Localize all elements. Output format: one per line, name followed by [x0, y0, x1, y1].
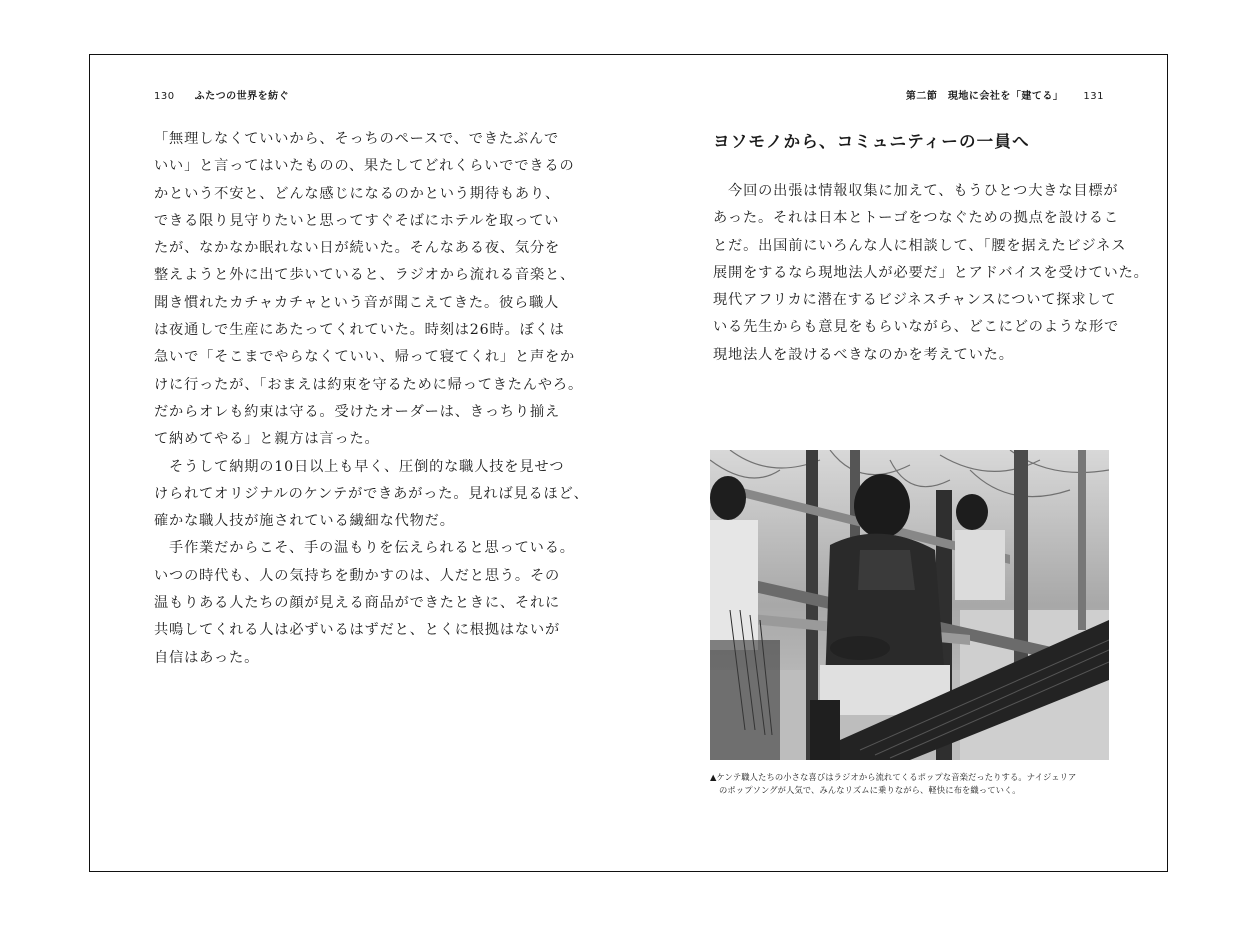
text-line: たが、なかなか眠れない日が続いた。そんなある夜、気分を: [154, 240, 561, 257]
text-line: かという不安と、どんな感じになるのかという期待もあり、: [154, 185, 561, 202]
text-line: 手作業だからこそ、手の温もりを伝えられると思っている。: [154, 540, 575, 557]
section-title: ヨソモノから、コミュニティーの一員へ: [713, 132, 1030, 151]
text-line: 確かな職人技が施されている繊細な代物だ。: [154, 513, 455, 530]
text-line: いる先生からも意見をもらいながら、どこにどのような形で: [713, 319, 1120, 336]
text-line: けられてオリジナルのケンテができあがった。見れば見るほど、: [154, 485, 589, 502]
text-line: だからオレも約束は守る。受けたオーダーは、きっちり揃え: [154, 403, 561, 420]
text-line: て納めてやる」と親方は言った。: [154, 431, 380, 448]
paragraph: [713, 178, 1149, 369]
right-running-title: 第二節 現地に会社を「建てる」: [905, 91, 1064, 102]
text-line: 今回の出張は情報収集に加えて、もうひとつ大きな目標が: [713, 183, 1119, 199]
text-line: そうして納期の10日以上も早く、圧倒的な職人技を見せつ: [154, 458, 565, 475]
text-line: 「無理しなくていいから、そっちのペースで、できたぶんで: [154, 131, 560, 147]
caption-line: のポップソングが人気で、みんなリズムに乗りながら、軽快に布を織っていく。: [719, 785, 1021, 795]
text-line: とだ。出国前にいろんな人に相談して、「腰を据えたビジネス: [713, 237, 1127, 254]
text-line: は夜通しで生産にあたってくれていた。時刻は26時。ぼくは: [154, 322, 565, 339]
text-line: 温もりある人たちの顔が見える商品ができたときに、それに: [154, 595, 561, 612]
text-line: あった。それは日本とトーゴをつなぐための拠点を設けるこ: [713, 210, 1119, 227]
right-page-body: [713, 178, 1149, 369]
text-line: いつの時代も、人の気持ちを動かすのは、人だと思う。その: [154, 567, 561, 584]
paragraph: [154, 535, 575, 671]
text-line: 聞き慣れたカチャカチャという音が聞こえてきた。彼ら職人: [154, 294, 560, 311]
text-line: 展開をするなら現地法人が必要だ」とアドバイスを受けていた。: [713, 264, 1149, 281]
right-page-number: 131: [1083, 91, 1104, 102]
text-line: けに行ったが、「おまえは約束を守るために帰ってきたんやろ。: [154, 376, 583, 393]
text-line: いい」と言ってはいたものの、果たしてどれくらいでできるの: [154, 158, 575, 175]
left-page-body: [154, 126, 589, 672]
photo-caption: [710, 771, 1110, 797]
left-running-head: [154, 87, 289, 102]
left-page-number: 130: [154, 91, 175, 102]
weavers-photo: [710, 450, 1109, 760]
text-line: 現代アフリカに潜在するビジネスチャンスについて探求して: [713, 292, 1117, 309]
right-running-head: [870, 87, 1104, 102]
text-line: 自信はあった。: [154, 649, 260, 666]
text-line: 急いで「そこまでやらなくていい、帰って寝てくれ」と声をか: [154, 349, 576, 366]
text-line: 共鳴してくれる人は必ずいるはずだと、とくに根拠はないが: [154, 622, 561, 639]
paragraph: [154, 454, 589, 536]
text-line: 整えようと外に出て歩いていると、ラジオから流れる音楽と、: [154, 267, 576, 284]
text-line: できる限り見守りたいと思ってすぐそばにホテルを取ってい: [154, 212, 560, 229]
text-line: 現地法人を設けるべきなのかを考えていた。: [713, 346, 1014, 363]
left-running-title: ふたつの世界を紡ぐ: [194, 91, 290, 102]
caption-line: ▲ケンテ職人たちの小さな喜びはラジオから流れてくるポップな音楽だったりする。ナイジェリア: [710, 772, 1077, 782]
paragraph: [154, 126, 583, 454]
